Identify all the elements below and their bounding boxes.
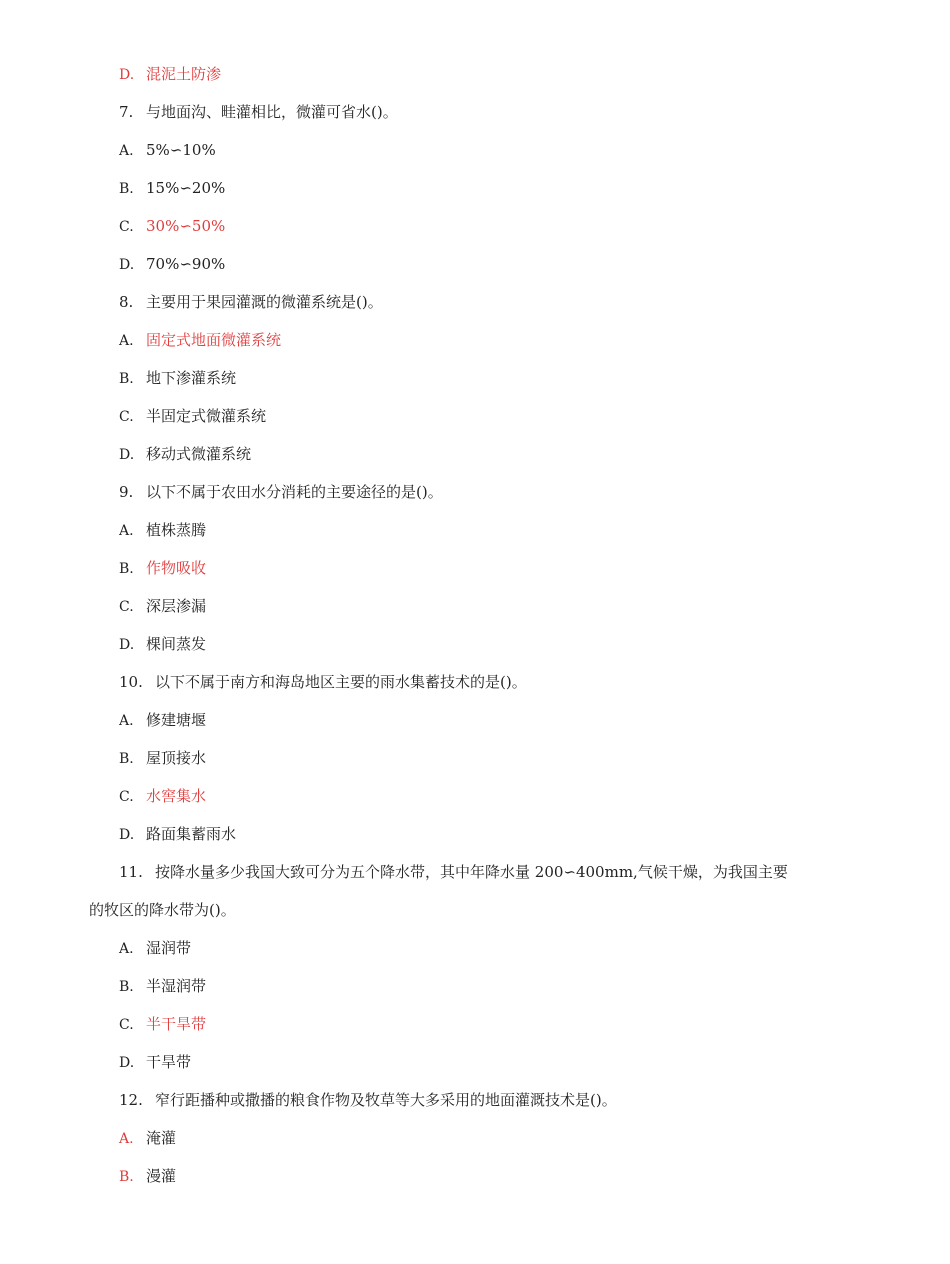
option-text: 植株蒸腾 (146, 521, 207, 539)
question-line-continuation (89, 900, 236, 920)
question-text: 与地面沟、畦灌相比，微灌可省水()。 (146, 103, 398, 121)
option-letter: B. (119, 371, 134, 387)
option-letter: A. (119, 333, 134, 349)
question-text: 以下不属于农田水分消耗的主要途径的是()。 (146, 483, 443, 501)
question-number: 7. (119, 103, 134, 121)
option-line (119, 824, 236, 844)
question-text: 主要用于果园灌溉的微灌系统是()。 (146, 293, 383, 311)
question-line (119, 672, 527, 692)
option-line (119, 444, 251, 464)
option-line (119, 520, 206, 540)
option-letter: B. (119, 181, 134, 197)
option-letter: C. (119, 219, 134, 235)
option-letter: C. (119, 1017, 134, 1033)
option-text: 半干旱带 (146, 1015, 207, 1033)
option-line (119, 64, 221, 84)
option-line (119, 178, 225, 198)
option-text: 移动式微灌系统 (146, 445, 252, 463)
option-line (119, 596, 206, 616)
option-text: 地下渗灌系统 (146, 369, 237, 387)
question-line (119, 102, 398, 122)
option-text: 5%∽10% (146, 141, 216, 159)
option-text: 深层渗漏 (146, 597, 207, 615)
question-number: 10. (119, 673, 143, 691)
question-line (119, 862, 788, 882)
option-letter: A. (119, 1131, 134, 1147)
question-number: 12. (119, 1091, 143, 1109)
option-letter: B. (119, 979, 134, 995)
option-letter: D. (119, 637, 135, 653)
option-letter: D. (119, 447, 135, 463)
option-text: 路面集蓄雨水 (146, 825, 237, 843)
option-line (119, 786, 206, 806)
question-number: 9. (119, 483, 134, 501)
option-line (119, 254, 225, 274)
option-line (119, 406, 266, 426)
option-line (119, 748, 206, 768)
question-text: 窄行距播种或撒播的粮食作物及牧草等大多采用的地面灌溉技术是()。 (155, 1091, 617, 1109)
question-line (119, 292, 383, 312)
option-letter: A. (119, 713, 134, 729)
option-line (119, 710, 206, 730)
option-text: 半固定式微灌系统 (146, 407, 267, 425)
option-text: 半湿润带 (146, 977, 207, 995)
option-text: 棵间蒸发 (146, 635, 207, 653)
question-text: 的牧区的降水带为()。 (89, 901, 236, 919)
option-letter: B. (119, 561, 134, 577)
option-line (119, 634, 206, 654)
option-letter: B. (119, 1169, 134, 1185)
option-text: 15%∽20% (146, 179, 226, 197)
question-number: 11. (119, 863, 143, 881)
option-text: 漫灌 (146, 1167, 177, 1185)
option-letter: A. (119, 143, 134, 159)
option-letter: D. (119, 1055, 135, 1071)
option-text: 水窖集水 (146, 787, 207, 805)
option-text: 修建塘堰 (146, 711, 207, 729)
question-text: 以下不属于南方和海岛地区主要的雨水集蓄技术的是()。 (155, 673, 527, 691)
option-letter: C. (119, 789, 134, 805)
option-line (119, 938, 191, 958)
option-line (119, 1014, 206, 1034)
question-line (119, 1090, 617, 1110)
option-line (119, 1052, 191, 1072)
option-letter: A. (119, 523, 134, 539)
option-line (119, 558, 206, 578)
option-letter: B. (119, 751, 134, 767)
option-letter: C. (119, 409, 134, 425)
option-line (119, 216, 225, 236)
question-text: 按降水量多少我国大致可分为五个降水带，其中年降水量 200∽400mm,气候干燥，为我国主要 (155, 863, 788, 881)
option-text: 固定式地面微灌系统 (146, 331, 282, 349)
option-letter: A. (119, 941, 134, 957)
option-line (119, 1128, 176, 1148)
option-text: 70%∽90% (146, 255, 226, 273)
option-text: 干旱带 (146, 1053, 192, 1071)
option-letter: D. (119, 827, 135, 843)
option-letter: D. (119, 67, 135, 83)
option-letter: D. (119, 257, 135, 273)
option-text: 屋顶接水 (146, 749, 207, 767)
option-line (119, 976, 206, 996)
option-text: 混泥土防渗 (146, 65, 222, 83)
question-line (119, 482, 443, 502)
option-text: 30%∽50% (146, 217, 226, 235)
option-line (119, 368, 236, 388)
option-line (119, 140, 216, 160)
option-text: 淹灌 (146, 1129, 177, 1147)
option-text: 湿润带 (146, 939, 192, 957)
option-letter: C. (119, 599, 134, 615)
option-line (119, 1166, 176, 1186)
option-text: 作物吸收 (146, 559, 207, 577)
option-line (119, 330, 281, 350)
question-number: 8. (119, 293, 134, 311)
